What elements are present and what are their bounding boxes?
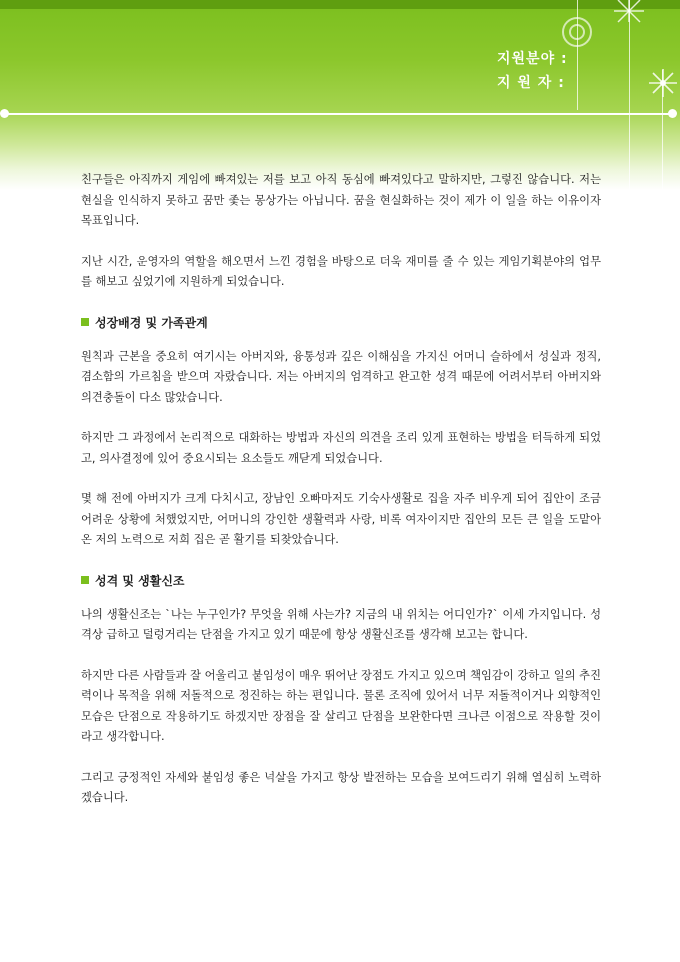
section-heading-text: 성장배경 및 가족관계 [95, 315, 208, 330]
section-heading [81, 571, 601, 591]
flower-icon [612, 0, 646, 24]
paragraph: 하지만 다른 사람들과 잘 어울리고 붙임성이 매우 뛰어난 장점도 가지고 있으며 책임감이 강하고 일의 추진력이나 목적을 위해 저돌적으로 정진하는 하는 편입니다. 물론 조직에 있어서 너무 저돌적이거나 외향적인 모습은 단점으로 작용하기도 하겠지만 장점을 잘 살리고 단점을 보완한다면 크나큰 이점으로 작용할 것이라고 생각합니다. [81, 668, 601, 743]
section-heading-text: 성격 및 생활신조 [95, 573, 185, 588]
paragraph: 지난 시간, 운영자의 역할을 해오면서 느낀 경험을 바탕으로 더욱 재미를 줄 수 있는 게임기획분야의 업무를 해보고 싶었기에 지원하게 되었습니다. [81, 254, 601, 288]
square-bullet-icon [81, 576, 89, 584]
paragraph: 몇 해 전에 아버지가 크게 다치시고, 장남인 오빠마저도 기숙사생활로 집을 자주 비우게 되어 집안이 조금 어려운 상황에 처했었지만, 어머니의 강인한 생활력과 사랑, 비록 여자이지만 집안의 모든 큰 일을 도맡아온 저의 노력으로 저희 집은 곧 활기를 되찾았습니다. [81, 492, 601, 546]
paragraph: 원칙과 근본을 중요히 여기시는 아버지와, 융통성과 깊은 이해심을 가지신 어머니 슬하에서 성실과 정직, 겸소함의 가르침을 받으며 자랐습니다. 저는 아버지의 엄격하고 완고한 성격 때문에 어려서부터 아버지와 의견충돌이 다소 많았습니다. [81, 349, 601, 404]
paragraph: 친구들은 아직까지 게임에 빠져있는 저를 보고 아직 동심에 빠져있다고 말하지만, 그렇진 않습니다. 저는 현실을 인식하지 못하고 꿈만 좇는 몽상가는 아닙니다. 꿈을 현실화하는 것이 제가 이 일을 하는 이유이자 목표입니다. [81, 173, 601, 227]
flower-icon [648, 68, 678, 98]
divider-dot [668, 109, 677, 118]
paragraph: 나의 생활신조는 `나는 누구인가? 무엇을 위해 사는가? 지금의 내 위치는 어디인가?` 이세 가지입니다. 성격상 급하고 덜렁거리는 단점을 가지고 있기 때문에 항상 생활신조를 생각해 보고는 합니다. [81, 607, 601, 641]
top-bar [0, 0, 680, 9]
header-banner [0, 0, 680, 190]
square-bullet-icon [81, 318, 89, 326]
applicant-label: 지 원 자 : [497, 75, 565, 91]
divider-dot [0, 109, 9, 118]
paragraph: 하지만 그 과정에서 논리적으로 대화하는 방법과 자신의 의견을 조리 있게 표현하는 방법을 터득하게 되었고, 의사결정에 있어 중요시되는 요소들도 깨닫게 되었습니다. [81, 431, 601, 465]
paragraph: 그리고 긍정적인 자세와 붙임성 좋은 넉살을 가지고 항상 발전하는 모습을 보여드리기 위해 열심히 노력하겠습니다. [81, 770, 601, 804]
document-body [81, 170, 601, 829]
section-heading [81, 313, 601, 333]
deco-ring-icon [569, 24, 585, 40]
deco-line [629, 0, 630, 190]
field-label: 지원분야 : [497, 51, 568, 67]
divider-line [4, 113, 676, 115]
